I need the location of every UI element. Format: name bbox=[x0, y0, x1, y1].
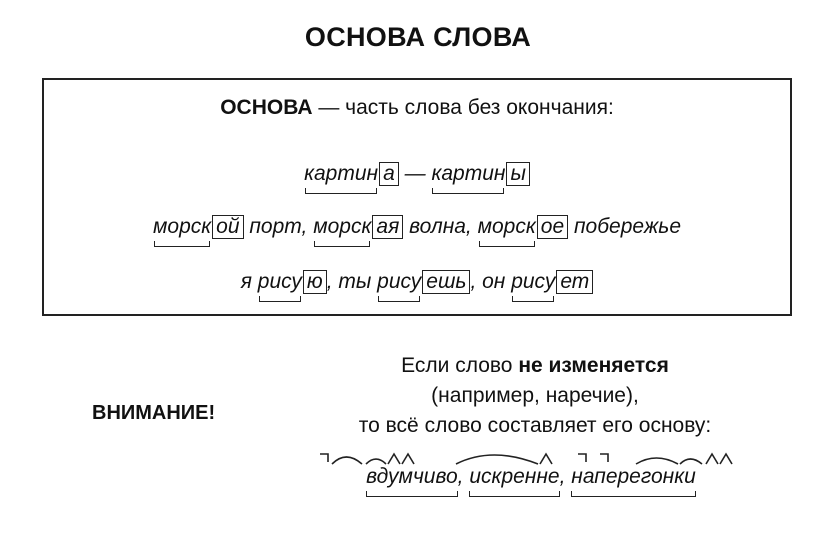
example-word bbox=[377, 270, 470, 294]
example-text: побережье bbox=[568, 215, 681, 238]
word-stem: рису bbox=[377, 270, 422, 293]
root-arc bbox=[456, 455, 538, 464]
example-text: я bbox=[240, 270, 258, 293]
word-stem: рису bbox=[511, 270, 556, 293]
word-stem: картин bbox=[304, 162, 379, 185]
word-stem: морск bbox=[313, 215, 372, 238]
word-ending: ы bbox=[506, 162, 529, 186]
word-stem: морск bbox=[477, 215, 536, 238]
example-word bbox=[313, 215, 403, 239]
word-stem: картин bbox=[431, 162, 506, 185]
word-ending: ет bbox=[556, 270, 593, 294]
word-ending: ой bbox=[212, 215, 243, 239]
example-text: порт, bbox=[243, 215, 314, 238]
prefix-mark bbox=[578, 454, 586, 462]
prefix-mark bbox=[320, 454, 328, 462]
root-arc bbox=[680, 459, 702, 464]
adverb-separator: , bbox=[559, 465, 572, 488]
prefix-mark bbox=[600, 454, 608, 462]
definition-text: — часть слова без окончания: bbox=[312, 96, 614, 119]
example-line-1 bbox=[44, 162, 790, 186]
example-text: — bbox=[398, 162, 432, 185]
example-line-3 bbox=[44, 270, 790, 294]
example-text: , он bbox=[470, 270, 512, 293]
word-stem: морск bbox=[153, 215, 212, 238]
example-word bbox=[304, 162, 399, 186]
adverb-word: наперегонки bbox=[571, 465, 696, 488]
root-arc bbox=[332, 457, 362, 464]
root-arc bbox=[636, 458, 678, 464]
definition-box bbox=[42, 78, 792, 316]
example-text: , ты bbox=[326, 270, 378, 293]
definition-term: ОСНОВА bbox=[220, 96, 313, 119]
example-word bbox=[511, 270, 593, 294]
example-word bbox=[478, 215, 569, 239]
definition bbox=[44, 96, 790, 120]
note-line-3: то всё слово составляет его основу: bbox=[358, 414, 712, 437]
word-ending: а bbox=[379, 162, 399, 186]
note-emphasis: не изменяется bbox=[518, 354, 669, 377]
note-line-1 bbox=[300, 351, 770, 381]
root-arc bbox=[366, 459, 386, 464]
example-word bbox=[431, 162, 529, 186]
word-stem: рису bbox=[257, 270, 302, 293]
adverb-examples bbox=[306, 465, 756, 489]
example-word bbox=[258, 270, 327, 294]
suffix-mark bbox=[706, 454, 718, 464]
adverb-separator: , bbox=[457, 465, 470, 488]
word-ending: ая bbox=[372, 215, 403, 239]
suffix-mark bbox=[402, 454, 414, 464]
example-word bbox=[153, 215, 244, 239]
word-ending: ю bbox=[303, 270, 327, 294]
attention-label: ВНИМАНИЕ! bbox=[92, 402, 216, 424]
suffix-mark bbox=[388, 454, 400, 464]
example-text: волна, bbox=[403, 215, 478, 238]
note-text: Если слово bbox=[401, 354, 519, 377]
page-title: ОСНОВА СЛОВА bbox=[304, 22, 532, 52]
example-line-2 bbox=[44, 215, 790, 239]
adverb-word: искренне bbox=[469, 465, 560, 488]
suffix-mark bbox=[540, 454, 552, 464]
adverb-word: вдумчиво bbox=[366, 465, 458, 488]
word-ending: ешь bbox=[422, 270, 470, 294]
word-ending: ое bbox=[537, 215, 568, 239]
suffix-mark bbox=[720, 454, 732, 464]
note-line-2: (например, наречие), bbox=[431, 384, 639, 407]
